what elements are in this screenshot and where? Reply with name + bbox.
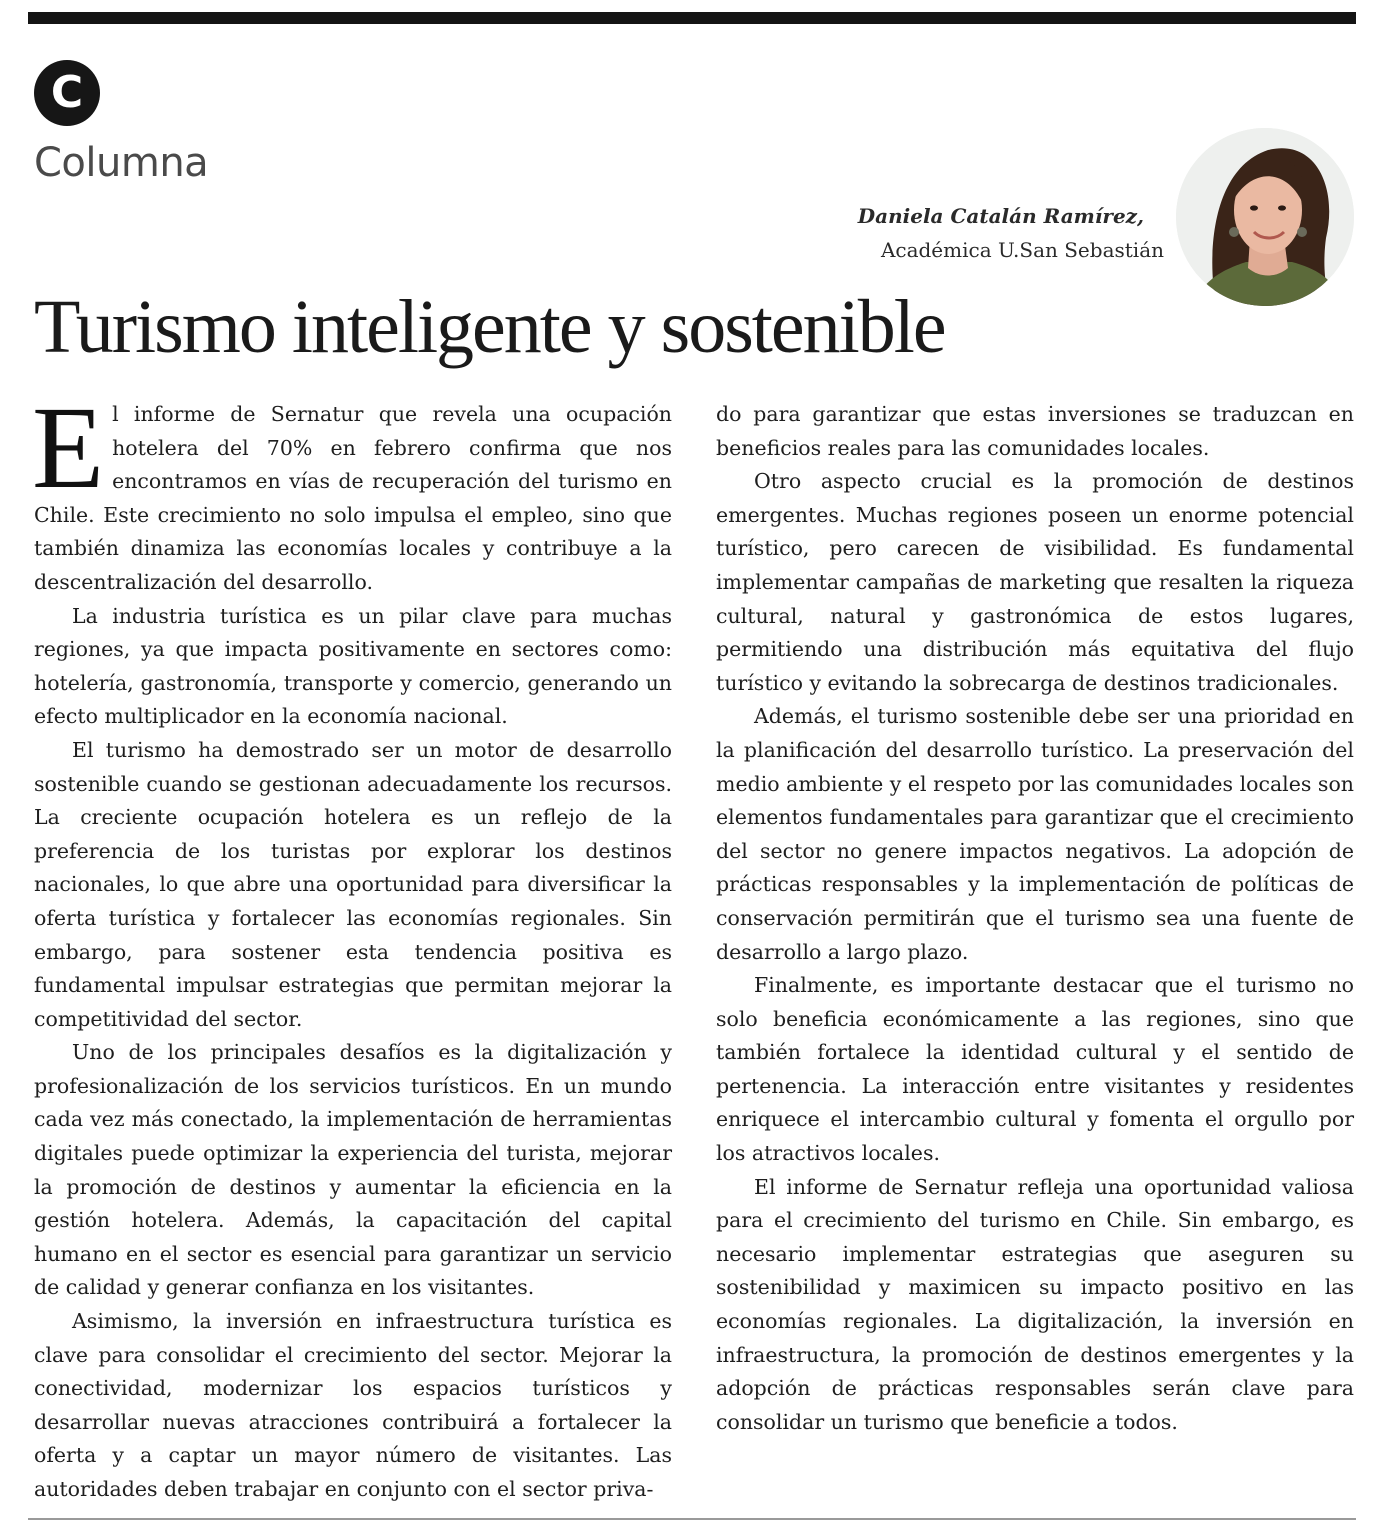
article-paragraph: La industria turística es un pilar clave para muchas regiones, ya que impacta positivamente en sectores como: hotelería, gastronomía, transporte y comercio, generando un efecto multiplicador en la economía nacional. [34, 603, 672, 729]
author-photo [1176, 128, 1354, 306]
article-paragraph: do para garantizar que estas inversiones se traduzcan en beneficios reales para las comunidades locales. [716, 402, 1354, 460]
article-column-left [32, 382, 672, 1507]
headline: Turismo inteligente y sostenible [34, 285, 945, 369]
section-label: Columna [34, 140, 209, 186]
article-paragraph: Finalmente, es importante destacar que el turismo no solo beneficia económicamente a las regiones, sino que también fortalece la identidad cultural y el sentido de pertenencia. La interacción entre visitantes y residentes enriquece el intercambio cultural y fomenta el orgullo por los atractivos locales. [716, 973, 1354, 1166]
article-paragraph: Asimismo, la inversión en infraestructura turística es clave para consolidar el crecimiento del sector. Mejorar la conectividad, modernizar los espacios turísticos y desarrollar nuevas atracciones contribuirá a fortalecer la oferta y a captar un mayor número de visitantes. Las autoridades deben trabajar en conjunto con el sector priva- [34, 1309, 672, 1501]
article-paragraph: Otro aspecto crucial es la promoción de destinos emergentes. Muchas regiones poseen un enorme potencial turístico, pero carecen de visibilidad. Es fundamental implementar campañas de marketing que resalten la riqueza cultural, natural y gastronómica de estos lugares, permitiendo una distribución más equitativa del flujo turístico y evitando la sobrecarga de destinos tradicionales. [716, 469, 1354, 695]
top-rule [28, 12, 1356, 24]
author-role: Académica U.San Sebastián [880, 238, 1164, 262]
article-paragraph: El informe de Sernatur refleja una oportunidad valiosa para el crecimiento del turismo en Chile. Sin embargo, es necesario implementar estrategias que aseguren su sostenibilidad y maximicen su impacto positivo en las economías regionales. La digitalización, la inversión en infraestructura, la promoción de destinos emergentes y la adopción de prácticas responsables serán clave para consolidar un turismo que beneficie a todos. [716, 1174, 1354, 1434]
bottom-rule [28, 1518, 1356, 1520]
paragraph-text: l informe de Sernatur que revela una ocupación hotelera del 70% en febrero confirma que nos encontramos en vías de recuperación del turismo en Chile. Este crecimiento no solo impulsa el empleo, sino que también dinamiza las economías locales y contribuye a la descentralización del desarrollo. [34, 402, 672, 594]
column-badge-icon: C [34, 60, 100, 126]
author-name: Daniela Catalán Ramírez, [857, 204, 1144, 228]
article-paragraph: Además, el turismo sostenible debe ser una prioridad en la planificación del desarrollo turístico. La preservación del medio ambiente y el respeto por las comunidades locales son elementos fundamentales para garantizar que el crecimiento del sector no genere impactos negativos. La adopción de prácticas responsables y la implementación de políticas de conservación permitirán que el turismo sea una fuente de desarrollo a largo plazo. [716, 704, 1354, 964]
article-paragraph: Uno de los principales desafíos es la digitalización y profesionalización de los servicios turísticos. En un mundo cada vez más conectado, la implementación de herramientas digitales puede optimizar la experiencia del turista, mejorar la promoción de destinos y aumentar la eficiencia en la gestión hotelera. Además, la capacitación del capital humano en el sector es esencial para garantizar un servicio de calidad y generar confianza en los visitantes. [34, 1040, 672, 1300]
author-portrait-icon [1176, 128, 1354, 306]
drop-cap: E [32, 382, 105, 513]
article-paragraph: El turismo ha demostrado ser un motor de desarrollo sostenible cuando se gestionan adecuadamente los recursos. La creciente ocupación hotelera es un reflejo de la preferencia de los turistas por explorar los destinos nacionales, lo que abre una oportunidad para diversificar la oferta turística y fortalecer las economías regionales. Sin embargo, para sostener esta tendencia positiva es fundamental impulsar estrategias que permitan mejorar la competitividad del sector. [34, 737, 672, 1031]
article-paragraph [32, 382, 672, 600]
article-column-right [716, 398, 1354, 1439]
